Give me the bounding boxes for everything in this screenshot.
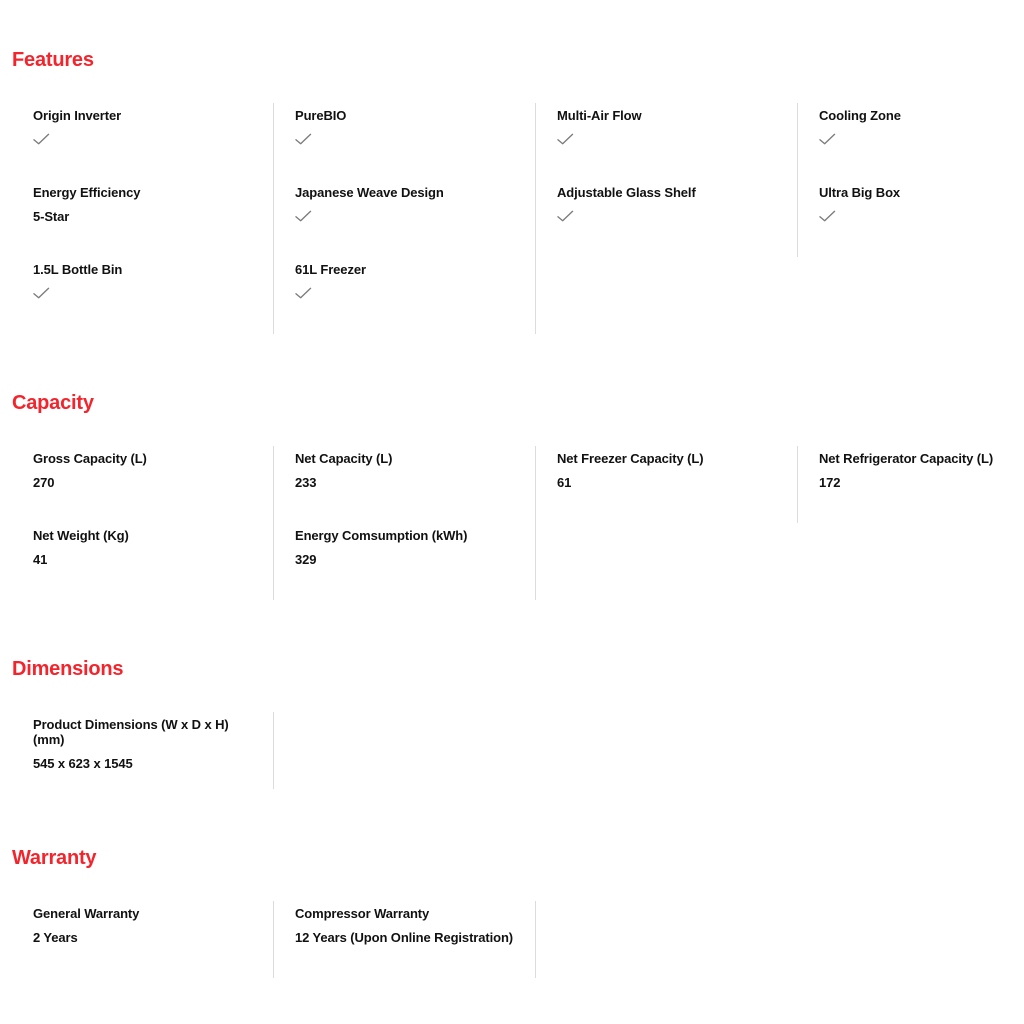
- check-icon: [295, 210, 312, 222]
- section-title: Features: [12, 49, 94, 71]
- spec-value: 172: [819, 475, 841, 490]
- spec-item-61l-freezer: [274, 257, 536, 334]
- spec-value: 270: [33, 475, 55, 490]
- spec-value: 61: [557, 475, 572, 490]
- spec-value: 329: [295, 552, 317, 567]
- spec-label: Net Freezer Capacity (L): [557, 451, 704, 466]
- section-features: [0, 49, 1024, 334]
- spec-label: General Warranty: [33, 906, 140, 921]
- section-title: Dimensions: [12, 658, 124, 680]
- spec-value: 41: [33, 552, 48, 567]
- spec-label: Net Weight (Kg): [33, 528, 129, 543]
- spec-item-net-weight-kg: [12, 523, 274, 600]
- spec-item-multi-air-flow: [536, 103, 798, 180]
- section-warranty: [0, 847, 1024, 978]
- spec-item-compressor-warranty: [274, 901, 536, 978]
- spec-value: 233: [295, 475, 317, 490]
- spec-item-gross-capacity-l: [12, 446, 274, 523]
- spec-label: Net Capacity (L): [295, 451, 393, 466]
- spec-grid: [12, 446, 1024, 600]
- check-icon: [33, 133, 50, 145]
- check-icon: [819, 210, 836, 222]
- product-spec-sections: [0, 49, 1024, 978]
- spec-item-adjustable-glass-shelf: [536, 180, 798, 257]
- spec-label: Adjustable Glass Shelf: [557, 185, 696, 200]
- spec-item-1-5l-bottle-bin: [12, 257, 274, 334]
- section-title: Warranty: [12, 847, 97, 869]
- check-icon: [295, 287, 312, 299]
- spec-label: 1.5L Bottle Bin: [33, 262, 123, 277]
- spec-label: Japanese Weave Design: [295, 185, 444, 200]
- spec-item-net-refrigerator-capacity-l: [798, 446, 1024, 523]
- spec-grid: [12, 103, 1024, 334]
- check-icon: [819, 133, 836, 145]
- spec-value: 545 x 623 x 1545: [33, 756, 133, 771]
- spec-value: 12 Years (Upon Online Registration): [295, 930, 514, 945]
- spec-item-ultra-big-box: [798, 180, 1024, 257]
- spec-item-energy-efficiency: [12, 180, 274, 257]
- section-dimensions: [0, 658, 1024, 789]
- spec-item-japanese-weave-design: [274, 180, 536, 257]
- spec-label: Origin Inverter: [33, 108, 122, 123]
- spec-label: Product Dimensions (W x D x H) (mm): [33, 717, 229, 747]
- spec-item-energy-comsumption-kwh: [274, 523, 536, 600]
- spec-grid: [12, 712, 1024, 789]
- spec-item-origin-inverter: [12, 103, 274, 180]
- spec-value: 5-Star: [33, 209, 70, 224]
- spec-label: Ultra Big Box: [819, 185, 901, 200]
- spec-item-cooling-zone: [798, 103, 1024, 180]
- section-title: Capacity: [12, 392, 94, 414]
- spec-label: Cooling Zone: [819, 108, 901, 123]
- spec-item-general-warranty: [12, 901, 274, 978]
- check-icon: [557, 133, 574, 145]
- spec-item-net-freezer-capacity-l: [536, 446, 798, 523]
- check-icon: [557, 210, 574, 222]
- spec-grid: [12, 901, 1024, 978]
- spec-label: Compressor Warranty: [295, 906, 430, 921]
- check-icon: [295, 133, 312, 145]
- spec-item-product-dimensions-w-x-d-x-h-mm: [12, 712, 274, 789]
- spec-label: PureBIO: [295, 108, 347, 123]
- spec-item-net-capacity-l: [274, 446, 536, 523]
- spec-label: Multi-Air Flow: [557, 108, 642, 123]
- spec-label: Gross Capacity (L): [33, 451, 147, 466]
- spec-label: Net Refrigerator Capacity (L): [819, 451, 994, 466]
- spec-label: Energy Comsumption (kWh): [295, 528, 468, 543]
- section-capacity: [0, 392, 1024, 600]
- check-icon: [33, 287, 50, 299]
- spec-label: 61L Freezer: [295, 262, 366, 277]
- spec-item-purebio: [274, 103, 536, 180]
- spec-label: Energy Efficiency: [33, 185, 141, 200]
- spec-value: 2 Years: [33, 930, 78, 945]
